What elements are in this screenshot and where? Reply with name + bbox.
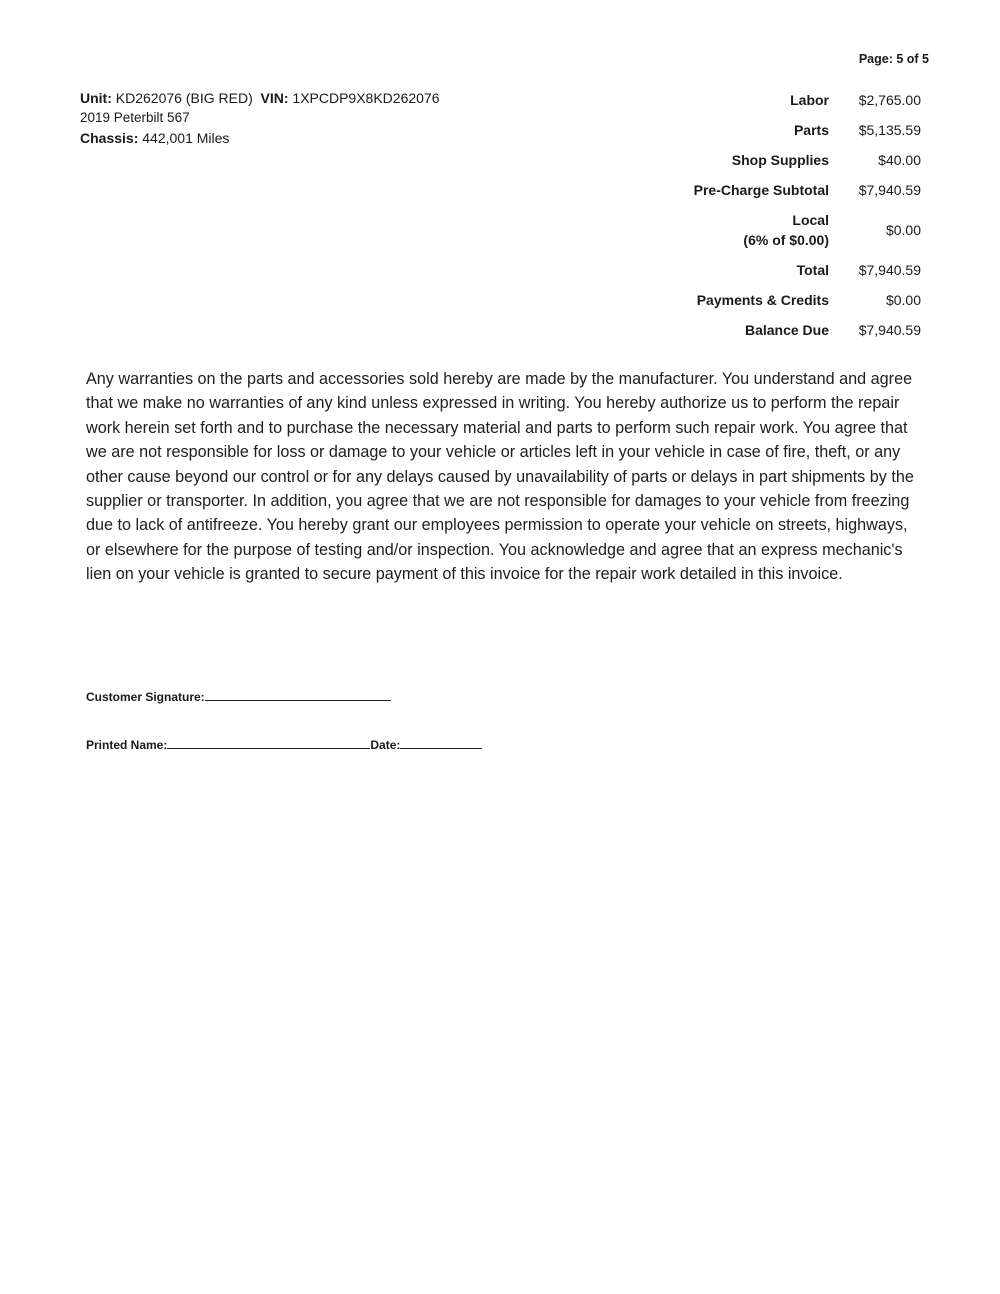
parts-value: $5,135.59 [858,122,921,138]
labor-label: Labor [790,92,829,108]
total-label: Total [796,262,829,278]
totals-row-parts [621,115,921,145]
printed-name-field[interactable] [167,736,370,749]
local-value: $0.00 [885,222,921,238]
local-label-cell [621,205,851,255]
totals-row-shop-supplies [621,145,921,175]
pre-charge-subtotal-value: $7,940.59 [858,182,921,198]
customer-signature-line [86,688,391,704]
unit-info [80,88,440,148]
totals-row-payments-credits [621,285,921,315]
totals-row-labor [621,85,921,115]
totals-row-local [621,205,921,255]
totals-row-balance-due [621,315,921,345]
date-label: Date: [370,738,401,752]
balance-due-value: $7,940.59 [858,322,921,338]
local-label: Local [792,212,829,228]
unit-value: KD262076 (BIG RED) [115,90,253,106]
customer-signature-label: Customer Signature: [86,690,205,704]
local-sublabel: (6% of $0.00) [743,232,829,248]
totals-row-total [621,255,921,285]
unit-label: Unit: [80,90,112,106]
chassis-label: Chassis: [80,130,139,146]
date-field[interactable] [400,736,482,749]
shop-supplies-value: $40.00 [878,152,921,168]
vin-label: VIN: [260,90,289,106]
chassis-line [80,128,440,148]
printed-name-line [86,736,482,752]
shop-supplies-label: Shop Supplies [731,152,829,168]
totals-table [621,85,921,345]
vehicle-model: 2019 Peterbilt 567 [80,110,190,125]
balance-due-label: Balance Due [744,322,829,338]
printed-name-label: Printed Name: [86,738,168,752]
vin-value: 1XPCDP9X8KD262076 [292,90,440,106]
page-number: Page: 5 of 5 [858,52,929,66]
payments-credits-label: Payments & Credits [696,292,829,308]
pre-charge-subtotal-label: Pre-Charge Subtotal [693,182,829,198]
warranty-terms: Any warranties on the parts and accessories sold hereby are made by the manufacturer. You understand and agree that we make no warranties of any kind unless expressed in writing. You hereby authorize us to perform the repair work herein set forth and to purchase the necessary material and parts to perform such repair work. You agree that we are not responsible for loss or damage to your vehicle or articles left in your vehicle in case of fire, theft, or any other cause beyond our control or for any delays caused by unavailability of parts or delays in part shipments by the supplier or transporter. In addition, you agree that we are not responsible for damages to your vehicle from freezing due to lack of antifreeze. You hereby grant our employees permission to operate your vehicle on streets, highways, or elsewhere for the purpose of testing and/or inspection. You acknowledge and agree that an express mechanic's lien on your vehicle is granted to secure payment of this invoice for the repair work detailed in this invoice. [86,370,914,584]
parts-label: Parts [793,122,829,138]
labor-value: $2,765.00 [858,92,921,108]
payments-credits-value: $0.00 [885,292,921,308]
customer-signature-field[interactable] [205,688,391,701]
total-value: $7,940.59 [858,262,921,278]
unit-line [80,88,440,108]
chassis-value: 442,001 Miles [142,130,230,146]
totals-row-pre-charge-subtotal [621,175,921,205]
